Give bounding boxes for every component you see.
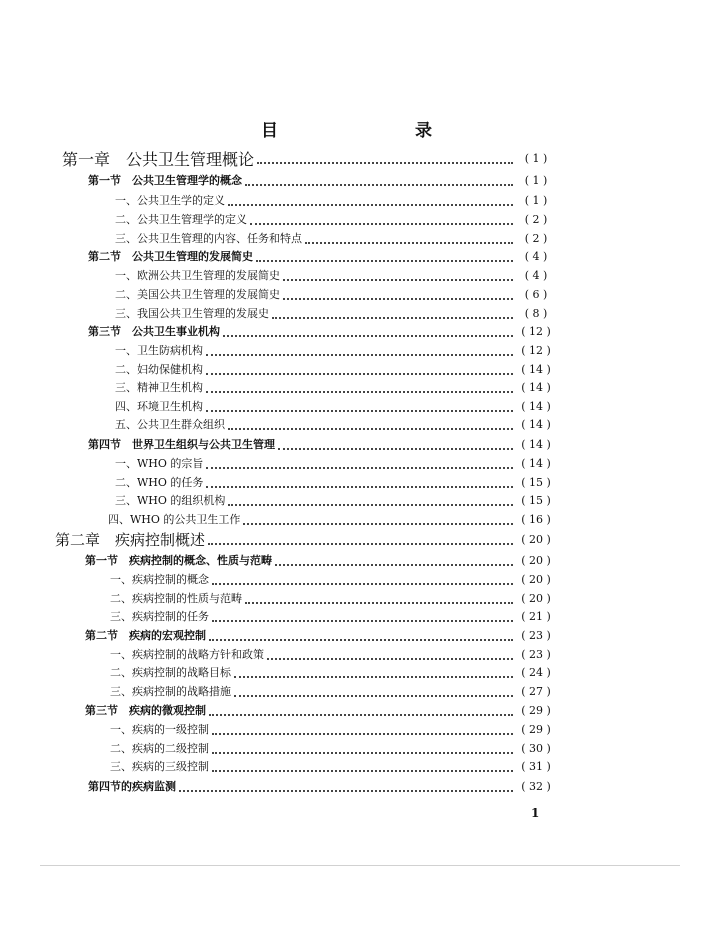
leader-dots: [212, 608, 513, 622]
toc-page: ( 4 ): [524, 249, 548, 263]
toc-page: ( 30 ): [521, 741, 551, 755]
toc-page: ( 14 ): [521, 380, 551, 394]
leader-dots: [257, 150, 513, 164]
toc-page: ( 1 ): [524, 151, 548, 165]
leader-dots: [256, 248, 513, 262]
toc-page: ( 20 ): [521, 572, 551, 586]
toc-label: 三、疾病控制的战略措施: [110, 685, 231, 698]
toc-label: 三、精神卫生机构: [115, 381, 203, 394]
leader-dots: [278, 436, 513, 450]
leader-dots: [243, 511, 513, 525]
leader-dots: [206, 342, 513, 356]
toc-label: 三、WHO 的组织机构: [115, 494, 226, 507]
toc-label: 二、疾病控制的性质与范畴: [110, 592, 242, 605]
toc-label: 三、疾病控制的任务: [110, 610, 209, 623]
toc-page: ( 14 ): [521, 417, 551, 431]
toc-label: 第一节 疾病控制的概念、性质与范畴: [85, 554, 272, 567]
toc-label: 二、公共卫生管理学的定义: [115, 213, 247, 226]
leader-dots: [228, 192, 513, 206]
toc-page: ( 6 ): [524, 287, 548, 301]
toc-page: ( 20 ): [521, 532, 551, 546]
leader-dots: [212, 740, 513, 754]
toc-page: ( 27 ): [521, 684, 551, 698]
toc-page: ( 14 ): [521, 456, 551, 470]
toc-page: ( 1 ): [524, 193, 548, 207]
toc-label: 一、疾病控制的战略方针和政策: [110, 648, 264, 661]
toc-label: 一、欧洲公共卫生管理的发展简史: [115, 269, 280, 282]
toc-page: ( 14 ): [521, 437, 551, 451]
toc-label: 二、疾病控制的战略目标: [110, 666, 231, 679]
toc-page: ( 2 ): [524, 212, 548, 226]
toc-label: 第一章 公共卫生管理概论: [62, 149, 255, 169]
leader-dots: [208, 531, 513, 545]
toc-page: ( 15 ): [521, 475, 551, 489]
toc-page: ( 14 ): [521, 362, 551, 376]
toc-label: 二、美国公共卫生管理的发展简史: [115, 288, 280, 301]
toc-label: 第二节 公共卫生管理的发展简史: [88, 250, 253, 263]
toc-label: 二、妇幼保健机构: [115, 363, 203, 376]
toc-page: ( 20 ): [521, 591, 551, 605]
leader-dots: [245, 172, 513, 186]
leader-dots: [305, 230, 513, 244]
leader-dots: [234, 683, 513, 697]
toc-label: 一、公共卫生学的定义: [115, 194, 225, 207]
toc-label: 三、公共卫生管理的内容、任务和特点: [115, 232, 302, 245]
toc-page: ( 12 ): [521, 324, 551, 338]
toc-page: ( 24 ): [521, 665, 551, 679]
toc-label: 一、卫生防病机构: [115, 344, 203, 357]
toc-page: ( 31 ): [521, 759, 551, 773]
toc-page: ( 15 ): [521, 493, 551, 507]
toc-label: 一、疾病的一级控制: [110, 723, 209, 736]
page-title: 目 录: [261, 121, 492, 141]
toc-label: 三、疾病的三级控制: [110, 760, 209, 773]
leader-dots: [283, 286, 513, 300]
leader-dots: [223, 323, 513, 337]
toc-label: 三、我国公共卫生管理的发展史: [115, 307, 269, 320]
scan-line: [40, 865, 680, 866]
leader-dots: [206, 361, 513, 375]
leader-dots: [179, 778, 513, 792]
toc-label: 第二章 疾病控制概述: [55, 530, 206, 549]
leader-dots: [206, 398, 513, 412]
leader-dots: [272, 305, 513, 319]
toc-label: 第二节 疾病的宏观控制: [85, 629, 206, 642]
toc-label: 四、WHO 的公共卫生工作: [108, 513, 241, 526]
toc-page: ( 29 ): [521, 722, 551, 736]
toc-page: ( 29 ): [521, 703, 551, 717]
leader-dots: [234, 664, 513, 678]
leader-dots: [228, 416, 513, 430]
leader-dots: [206, 455, 513, 469]
toc-label: 第四节 世界卫生组织与公共卫生管理: [88, 438, 275, 451]
toc-page: ( 32 ): [521, 779, 551, 793]
toc-label: 五、公共卫生群众组织: [115, 418, 225, 431]
toc-label: 第三节 公共卫生事业机构: [88, 325, 220, 338]
toc-page: ( 16 ): [521, 512, 551, 526]
toc-label: 一、疾病控制的概念: [110, 573, 209, 586]
toc-page: ( 12 ): [521, 343, 551, 357]
toc-page: ( 23 ): [521, 628, 551, 642]
toc-page: ( 8 ): [524, 306, 548, 320]
leader-dots: [228, 492, 513, 506]
leader-dots: [206, 379, 513, 393]
toc-page: ( 20 ): [521, 553, 551, 567]
toc-page: ( 21 ): [521, 609, 551, 623]
toc-label: 二、疾病的二级控制: [110, 742, 209, 755]
toc-page: ( 4 ): [524, 268, 548, 282]
toc-label: 二、WHO 的任务: [115, 476, 204, 489]
toc-page: ( 2 ): [524, 231, 548, 245]
toc-label: 第一节 公共卫生管理学的概念: [88, 174, 242, 187]
leader-dots: [209, 702, 513, 716]
leader-dots: [212, 721, 513, 735]
leader-dots: [209, 627, 513, 641]
leader-dots: [212, 571, 513, 585]
leader-dots: [275, 552, 513, 566]
leader-dots: [245, 590, 513, 604]
toc-label: 一、WHO 的宗旨: [115, 457, 204, 470]
toc-page: ( 23 ): [521, 647, 551, 661]
toc-label: 第四节的疾病监测: [88, 780, 176, 793]
toc-label: 四、环境卫生机构: [115, 400, 203, 413]
leader-dots: [250, 211, 513, 225]
toc-label: 第三节 疾病的微观控制: [85, 704, 206, 717]
page-number: 1: [531, 806, 540, 820]
leader-dots: [283, 267, 513, 281]
toc-page: ( 14 ): [521, 399, 551, 413]
leader-dots: [206, 474, 513, 488]
leader-dots: [267, 646, 513, 660]
leader-dots: [212, 758, 513, 772]
toc-page: ( 1 ): [524, 173, 548, 187]
